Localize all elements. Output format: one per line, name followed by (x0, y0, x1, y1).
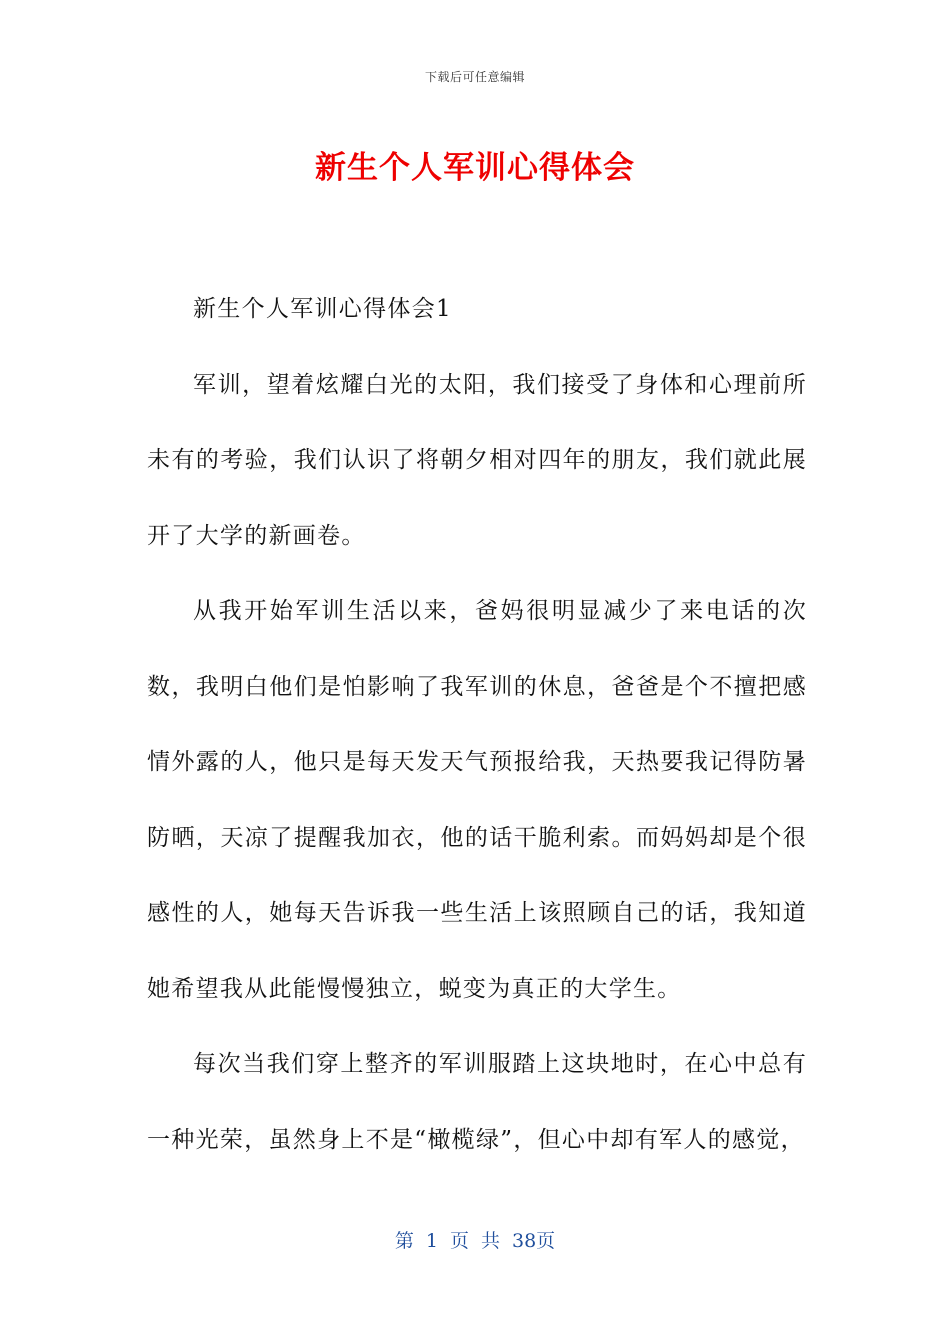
header-note: 下载后可任意编辑 (424, 70, 525, 84)
paragraph: 军训，望着炫耀白光的太阳，我们接受了身体和心理前所未有的考验，我们认识了将朝夕相对四年的朋友，我们就此展开了大学的新画卷。 (147, 371, 807, 549)
footer-prefix: 第 (394, 1230, 414, 1252)
page-number-footer (0, 1226, 950, 1253)
paragraph: 每次当我们穿上整齐的军训服踏上这块地时，在心中总有一种光荣，虽然身上不是“橄榄绿”，但心中却有军人的感觉， (147, 1051, 807, 1153)
paragraph: 从我开始军训生活以来，爸妈很明显减少了来电话的次数，我明白他们是怕影响了我军训的休息，爸爸是个不擅把感情外露的人，他只是每天发天气预报给我，天热要我记得防暑防晒，天凉了提醒我加衣，他的话干脆利索。而妈妈却是个很感性的人，她每天告诉我一些生活上该照顾自己的话，我知道她希望我从此能慢慢独立，蜕变为真正的大学生。 (147, 598, 807, 1002)
paragraph-subtitle: 新生个人军训心得体会1 (193, 296, 452, 322)
footer-current-page: 1 (425, 1230, 438, 1252)
footer-total-pages: 38页 (511, 1230, 556, 1252)
document-body (147, 272, 807, 1178)
document-title: 新生个人军训心得体会 (315, 150, 635, 186)
footer-middle: 页 共 (449, 1230, 500, 1252)
